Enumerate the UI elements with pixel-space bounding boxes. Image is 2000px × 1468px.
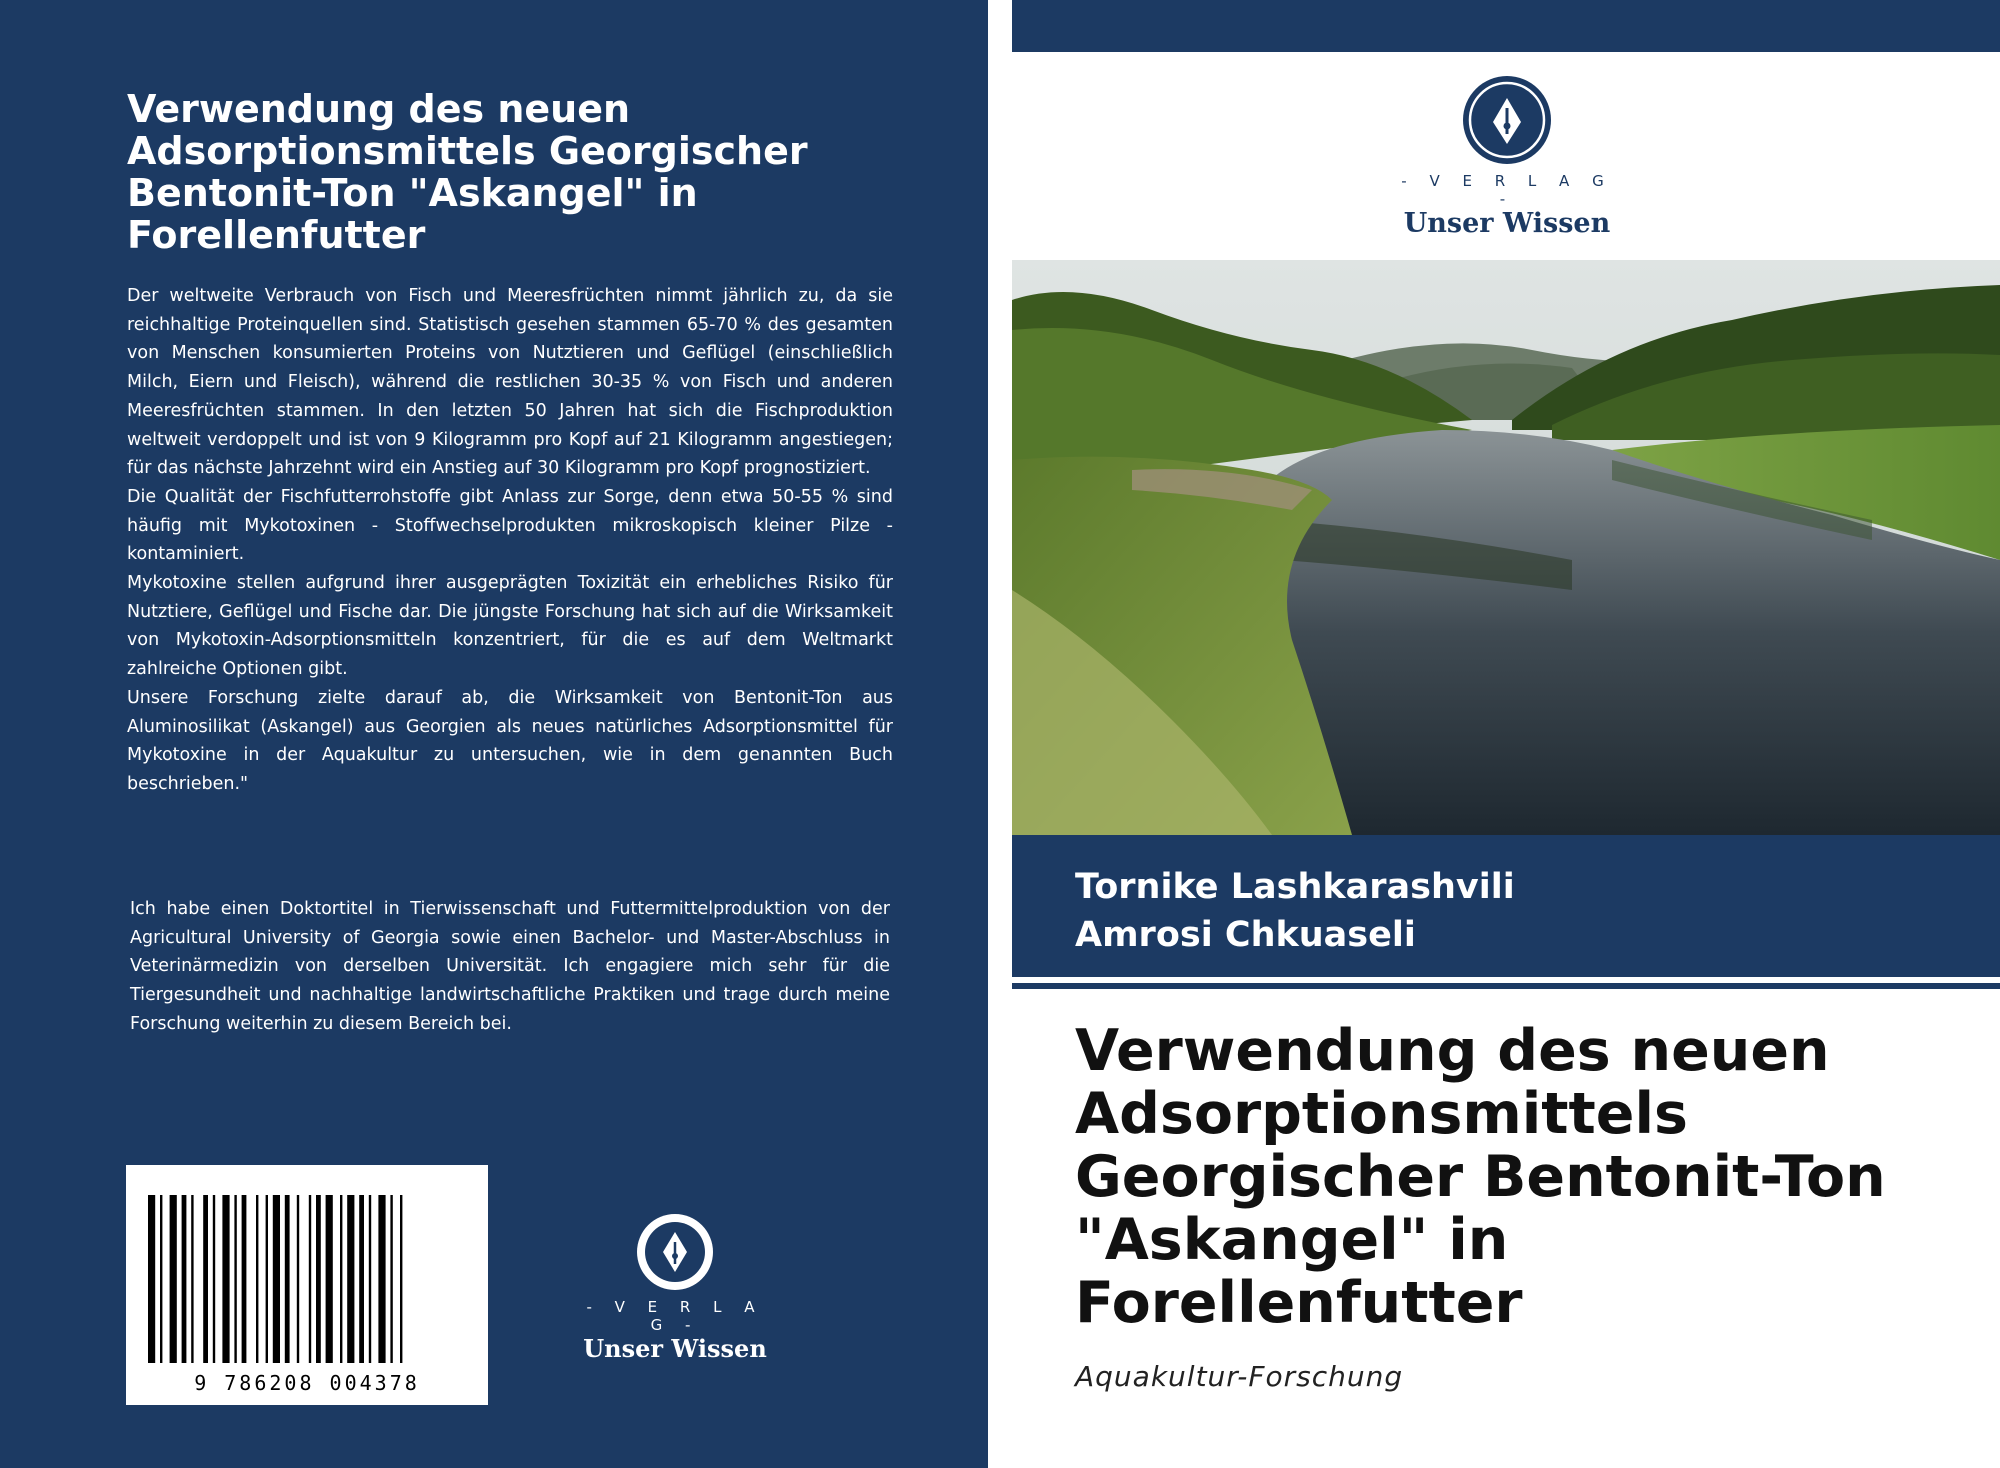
back-cover bbox=[0, 0, 988, 1468]
barcode-bar bbox=[369, 1195, 371, 1363]
barcode-bar bbox=[316, 1195, 321, 1363]
author-name: Tornike Lashkarashvili bbox=[1075, 867, 1515, 907]
barcode-bar bbox=[213, 1195, 215, 1363]
barcode-bar bbox=[222, 1195, 229, 1363]
barcode-bar bbox=[378, 1195, 385, 1363]
author-band bbox=[1012, 835, 2000, 977]
barcode-bar bbox=[148, 1195, 155, 1363]
publisher-name: Unser Wissen bbox=[1403, 208, 1611, 239]
top-band bbox=[1012, 0, 2000, 52]
blurb-paragraph: Unsere Forschung zielte darauf ab, die Wirksamkeit von Bentonit-Ton aus Aluminosilikat (Askangel) aus Georgien als neues natürliches Adsorptionsmittel für Mykotoxine in der Aquakultur zu untersuchen, wie in dem genannten Buch beschrieben." bbox=[127, 687, 893, 794]
barcode-bar bbox=[285, 1195, 290, 1363]
barcode-bar bbox=[273, 1195, 280, 1363]
back-cover-title: Verwendung des neuen Adsorptionsmittels Georgischer Bentonit-Ton "Askangel" in Forellenfutter bbox=[127, 87, 808, 257]
barcode-bar bbox=[326, 1195, 333, 1363]
barcode-bar bbox=[347, 1195, 354, 1363]
barcode-bar bbox=[359, 1195, 364, 1363]
barcode-bar bbox=[160, 1195, 162, 1363]
landscape-river-photo bbox=[1012, 260, 2000, 835]
blurb-paragraph: Der weltweite Verbrauch von Fisch und Meeresfrüchten nimmt jährlich zu, da sie reichhaltige Proteinquellen sind. Statistisch gesehen stammen 65-70 % des gesamten von Menschen konsumierten Proteins von Nutztieren und Geflügel (einschließlich Milch, Eiern und Fleisch), während die restlichen 30-35 % von Fisch und anderen Meeresfrüchten stammen. In den letzten 50 Jahren hat sich die Fischproduktion weltweit verdoppelt und ist von 9 Kilogramm pro Kopf auf 21 Kilogramm angestiegen; für das nächste Jahrzehnt wird ein Anstieg auf 30 Kilogramm pro Kopf prognostiziert. bbox=[127, 286, 893, 479]
barcode-bar bbox=[256, 1195, 258, 1363]
author-name: Amrosi Chkuaseli bbox=[1075, 915, 1416, 955]
blurb-paragraph: Die Qualität der Fischfutterrohstoffe gibt Anlass zur Sorge, denn etwa 50-55 % sind häufig mit Mykotoxinen - Stoffwechselprodukten mikroskopisch kleiner Pilze - kontaminiert. bbox=[127, 486, 893, 565]
barcode-bar bbox=[203, 1195, 208, 1363]
front-cover bbox=[1012, 0, 2000, 1468]
barcode-bar bbox=[266, 1195, 268, 1363]
barcode-bar bbox=[297, 1195, 299, 1363]
back-publisher-logo bbox=[570, 1212, 780, 1363]
front-publisher-logo bbox=[1392, 74, 1622, 239]
barcode-bar bbox=[234, 1195, 236, 1363]
front-cover-title: Verwendung des neuen Adsorptionsmittels Georgischer Bentonit-Ton "Askangel" in Forellenfutter bbox=[1075, 1018, 1886, 1336]
barcode-bar bbox=[170, 1195, 177, 1363]
barcode-bar bbox=[340, 1195, 342, 1363]
barcode-bar bbox=[390, 1195, 392, 1363]
spine-gap bbox=[988, 0, 1012, 1468]
publisher-verlag-label: - V E R L A G - bbox=[586, 1298, 764, 1334]
pen-nib-seal-icon bbox=[1461, 74, 1553, 166]
barcode-bar bbox=[191, 1195, 193, 1363]
barcode-icon bbox=[126, 1165, 488, 1405]
barcode-bar bbox=[400, 1195, 402, 1363]
series-name: Aquakultur-Forschung bbox=[1075, 1360, 1404, 1393]
divider-line bbox=[1012, 983, 2000, 989]
author-bio: Ich habe einen Doktortitel in Tierwissenschaft und Futtermittelproduktion von der Agricultural University of Georgia sowie einen Bachelor- und Master-Abschluss in Veterinärmedizin von derselben Universität. Ich engagiere mich sehr für die Tiergesundheit und nachhaltige landwirtschaftliche Praktiken und trage durch meine Forschung weiterhin zu diesem Bereich bei. bbox=[130, 899, 890, 1034]
barcode-bar bbox=[242, 1195, 247, 1363]
blurb-paragraph: Mykotoxine stellen aufgrund ihrer ausgeprägten Toxizität ein erhebliches Risiko für Nutztiere, Geflügel und Fische dar. Die jüngste Forschung hat sich auf die Wirksamkeit von Mykotoxin-Adsorptionsmitteln konzentriert, für die es auf dem Weltmarkt zahlreiche Optionen gibt. bbox=[127, 573, 893, 680]
publisher-name: Unser Wissen bbox=[583, 1334, 767, 1363]
barcode-bar bbox=[309, 1195, 311, 1363]
pen-nib-seal-icon bbox=[635, 1212, 715, 1292]
back-cover-blurb bbox=[127, 282, 893, 799]
isbn-digits: 9 786208 004378 bbox=[194, 1371, 420, 1395]
barcode-bar bbox=[182, 1195, 187, 1363]
publisher-verlag-label: - V E R L A G - bbox=[1401, 172, 1613, 208]
isbn-barcode bbox=[126, 1165, 488, 1405]
